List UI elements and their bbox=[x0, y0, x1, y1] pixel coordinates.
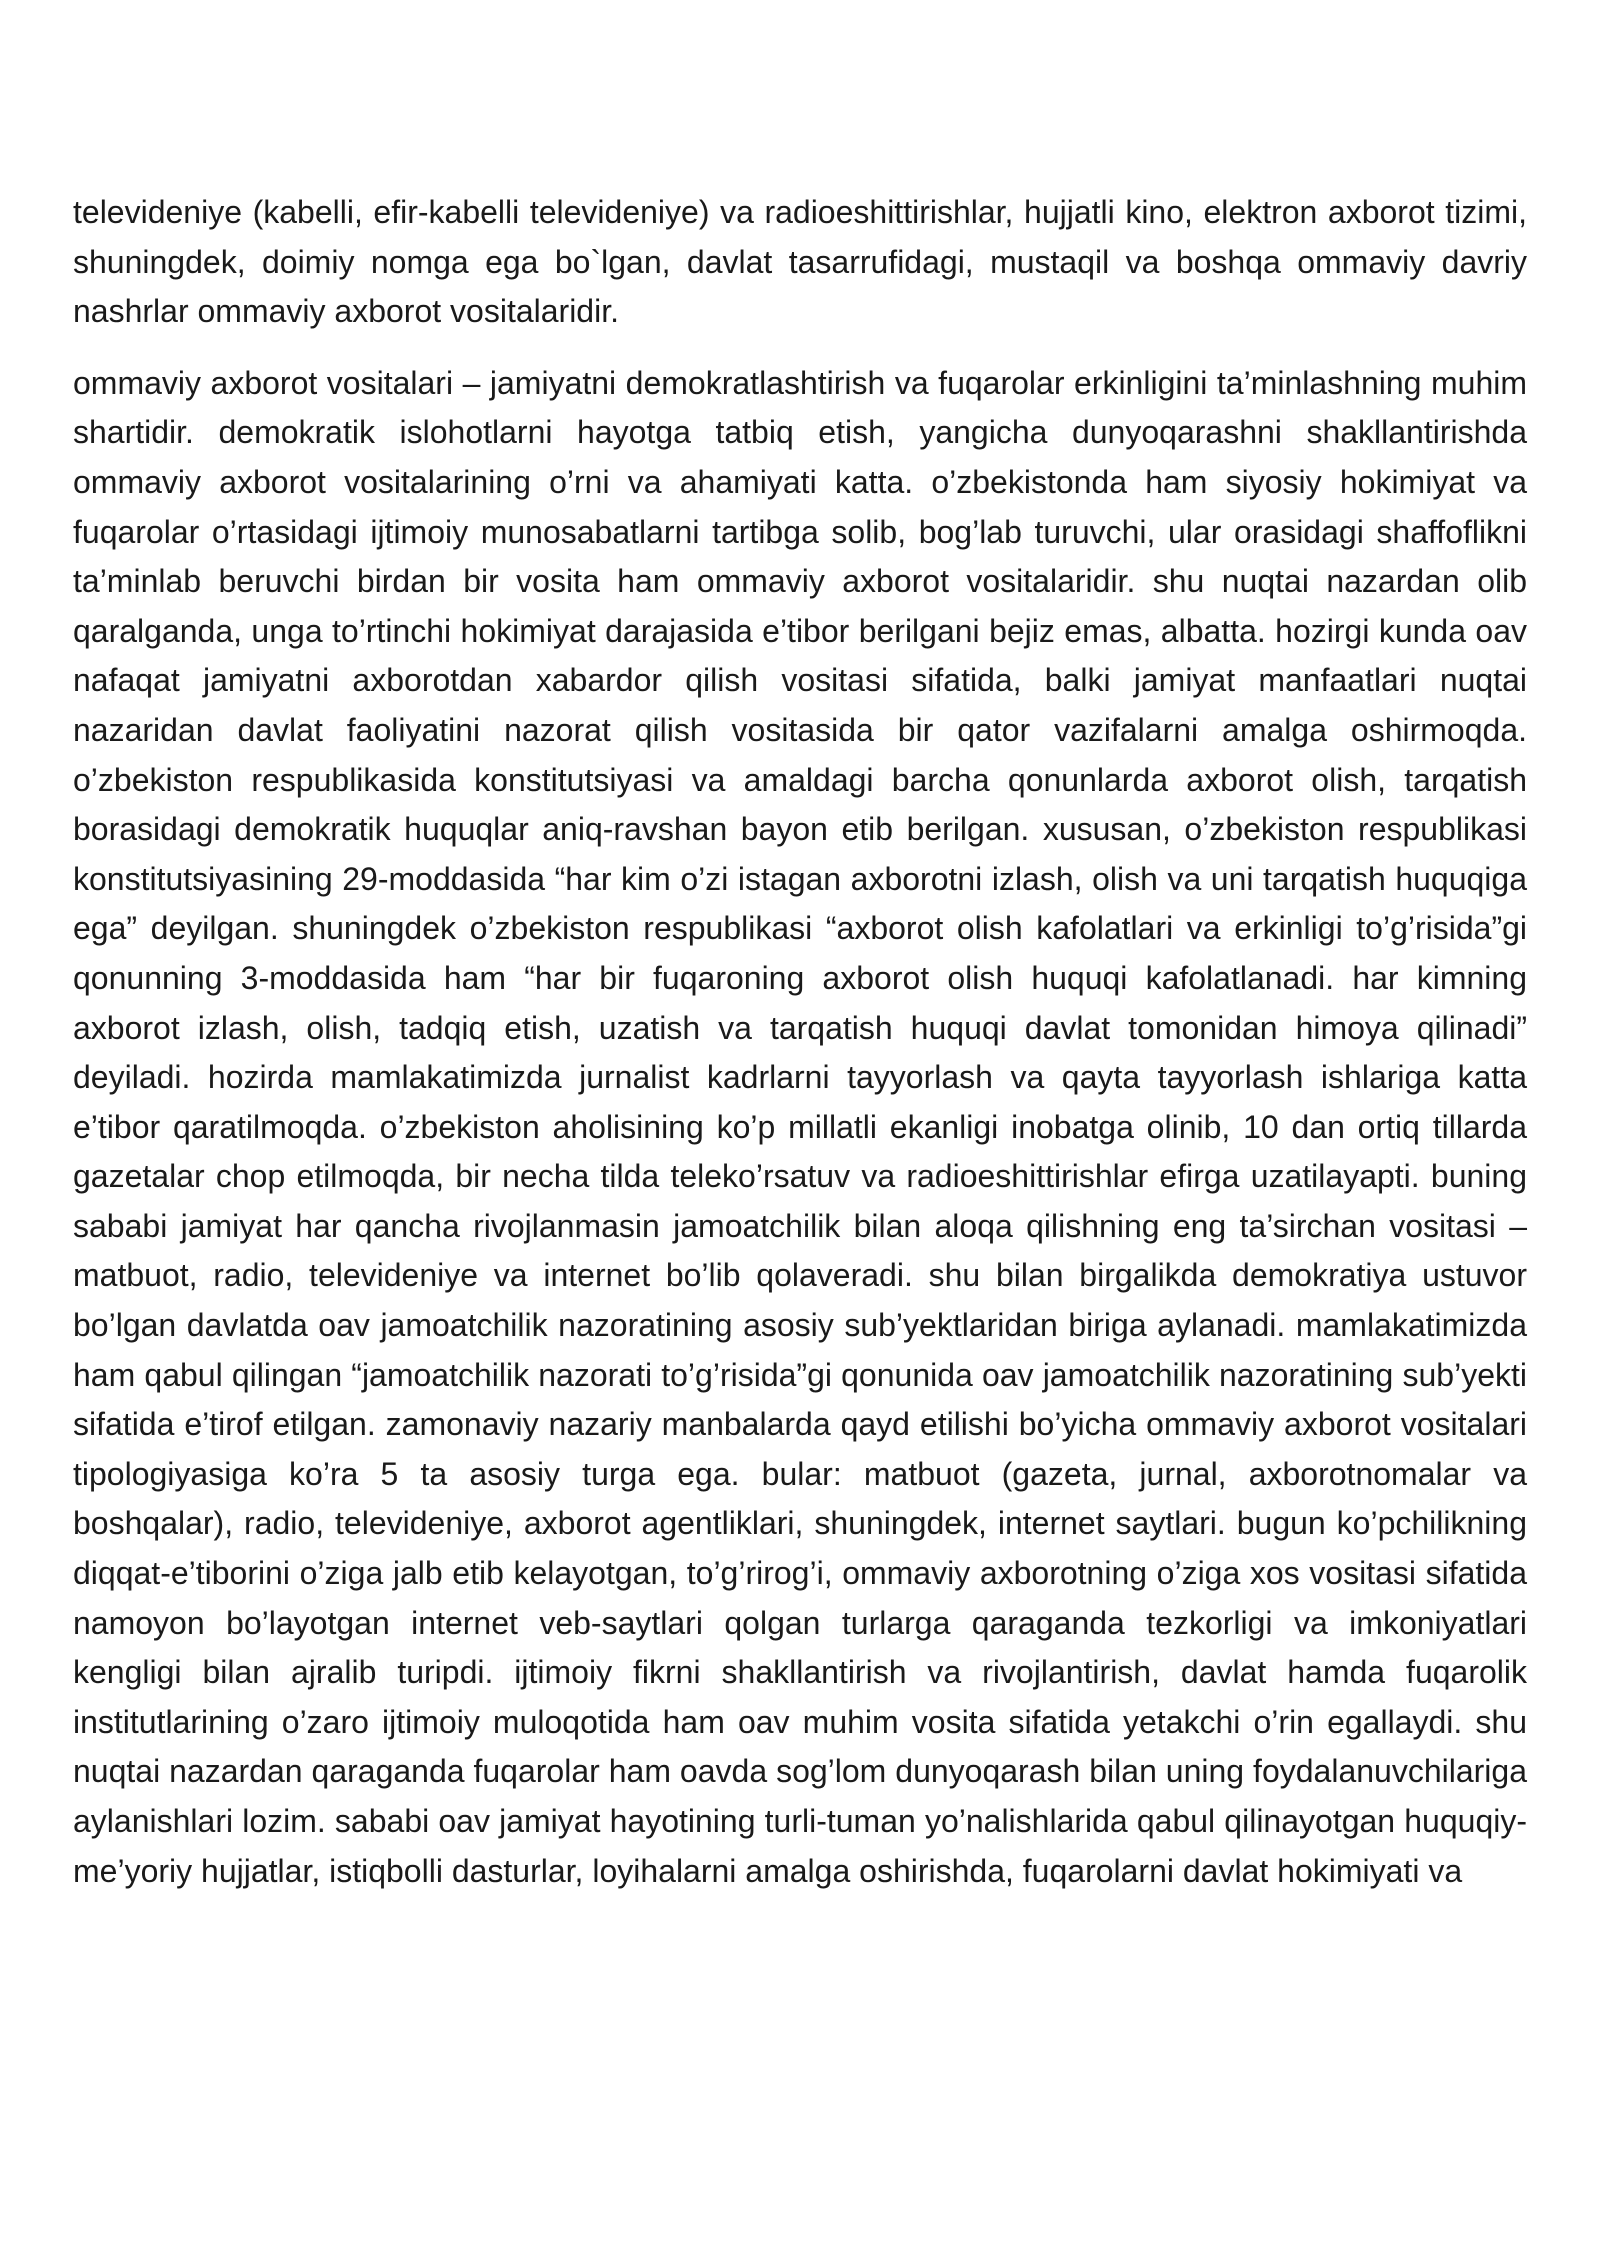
document-page bbox=[73, 188, 1527, 1896]
paragraph-media-role: ommaviy axborot vositalari – jamiyatni demokratlashtirish va fuqarolar erkinligini ta’minlashning muhim shartidir. demokratik islohotlarni hayotga tatbiq etish, yangicha dunyoqarashni shakllantirishda ommaviy axborot vositalarining o’rni va ahamiyati katta. o’zbekistonda ham siyosiy hokimiyat va fuqarolar o’rtasidagi ijtimoiy munosabatlarni tartibga solib, bog’lab turuvchi, ular orasidagi shaffoflikni ta’minlab beruvchi birdan bir vosita ham ommaviy axborot vositalaridir. shu nuqtai nazardan olib qaralganda, unga to’rtinchi hokimiyat darajasida e’tibor berilgani bejiz emas, albatta. hozirgi kunda oav nafaqat jamiyatni axborotdan xabardor qilish vositasi sifatida, balki jamiyat manfaatlari nuqtai nazaridan davlat faoliyatini nazorat qilish vositasida bir qator vazifalarni amalga oshirmoqda. o’zbekiston respublikasida konstitutsiyasi va amaldagi barcha qonunlarda axborot olish, tarqatish borasidagi demokratik huquqlar aniq-ravshan bayon etib berilgan. xususan, o’zbekiston respublikasi konstitutsiyasining 29-moddasida “har kim o’zi istagan axborotni izlash, olish va uni tarqatish huquqiga ega” deyilgan. shuningdek o’zbekiston respublikasi “axborot olish kafolatlari va erkinligi to’g’risida”gi qonunning 3-moddasida ham “har bir fuqaroning axborot olish huquqi kafolatlanadi. har kimning axborot izlash, olish, tadqiq etish, uzatish va tarqatish huquqi davlat tomonidan himoya qilinadi” deyiladi. hozirda mamlakatimizda jurnalist kadrlarni tayyorlash va qayta tayyorlash ishlariga katta e’tibor qaratilmoqda. o’zbekiston aholisining ko’p millatli ekanligi inobatga olinib, 10 dan ortiq tillarda gazetalar chop etilmoqda, bir necha tilda teleko’rsatuv va radioeshittirishlar efirga uzatilayapti. buning sababi jamiyat har qancha rivojlanmasin jamoatchilik bilan aloqa qilishning eng ta’sirchan vositasi – matbuot, radio, televideniye va internet bo’lib qolaveradi. shu bilan birgalikda demokratiya ustuvor bo’lgan davlatda oav jamoatchilik nazoratining asosiy sub’yektlaridan biriga aylanadi. mamlakatimizda ham qabul qilingan “jamoatchilik nazorati to’g’risida”gi qonunida oav jamoatchilik nazoratining sub’yekti sifatida e’tirof etilgan. zamonaviy nazariy manbalarda qayd etilishi bo’yicha ommaviy axborot vositalari tipologiyasiga ko’ra 5 ta asosiy turga ega. bular: matbuot (gazeta, jurnal, axborotnomalar va boshqalar), radio, televideniye, axborot agentliklari, shuningdek, internet saytlari. bugun ko’pchilikning diqqat-e’tiborini o’ziga jalb etib kelayotgan, to’g’rirog’i, ommaviy axborotning o’ziga xos vositasi sifatida namoyon bo’layotgan internet veb-saytlari qolgan turlarga qaraganda tezkorligi va imkoniyatlari kengligi bilan ajralib turipdi. ijtimoiy fikrni shakllantirish va rivojlantirish, davlat hamda fuqarolik institutlarining o’zaro ijtimoiy muloqotida ham oav muhim vosita sifatida yetakchi o’rin egallaydi. shu nuqtai nazardan qaraganda fuqarolar ham oavda sog’lom dunyoqarash bilan uning foydalanuvchilariga aylanishlari lozim. sababi oav jamiyat hayotining turli-tuman yo’nalishlarida qabul qilinayotgan huquqiy-me’yoriy hujjatlar, istiqbolli dasturlar, loyihalarni amalga oshirishda, fuqarolarni davlat hokimiyati va bbox=[73, 364, 1527, 1889]
paragraph-media-definition: televideniye (kabelli, efir-kabelli televideniye) va radioeshittirishlar, hujjatli kino, elektron axborot tizimi, shuningdek, doimiy nomga ega bo`lgan, davlat tasarrufidagi, mustaqil va boshqa ommaviy davriy nashrlar ommaviy axborot vositalaridir. bbox=[73, 194, 1527, 330]
